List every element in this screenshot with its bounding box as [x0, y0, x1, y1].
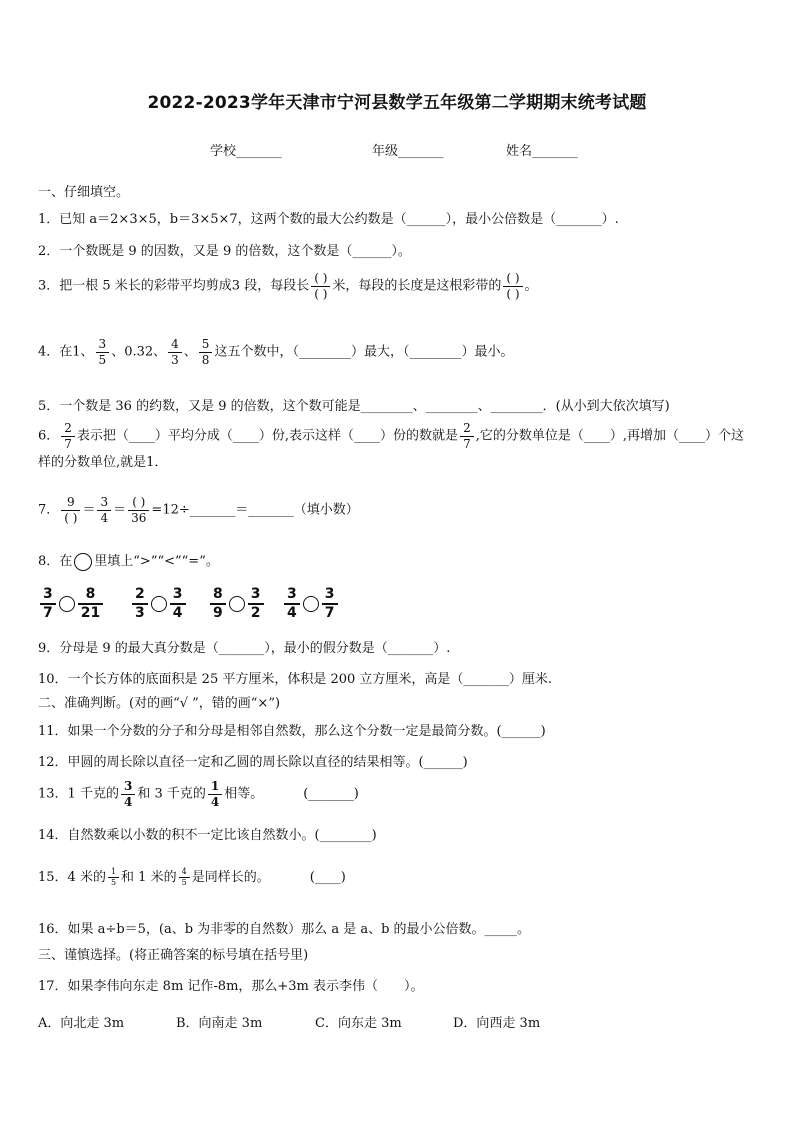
q17-option-d[interactable]: D．向西走 3m: [453, 1016, 541, 1031]
section-heading-3: 三、谨慎选择。(将正确答案的标号填在括号里): [38, 948, 309, 963]
q7-fraction-2: $\frac{3}{4}$: [97, 496, 111, 524]
question-17: 17．如果李伟向东走 8m 记作-8m，那么+3m 表示李伟（ ）。: [38, 979, 424, 994]
q15-fraction-1: $\frac{1}{5}$: [108, 868, 119, 888]
q17-option-b[interactable]: B．向南走 3m: [176, 1016, 263, 1031]
question-15: 15．4 米的 $\frac{1}{5}$ 和 1 米的 $\frac{4}{5}$ 是同样长的。 (____): [38, 866, 346, 887]
q17-option-c[interactable]: C．向东走 3m: [315, 1016, 402, 1031]
compare-pair-4: $\frac{3}{4}$ $\frac{3}{7}$: [282, 587, 340, 620]
question-10: 10．一个长方体的底面积是 25 平方厘米，体积是 200 立方厘米，高是（_______）厘米.: [38, 672, 553, 687]
compare-pair-2: $\frac{2}{3}$ $\frac{3}{4}$: [130, 587, 188, 620]
question-6: 6． $\frac{2}{7}$ 表示把（____）平均分成（____）份,表示这样（____）份的数就是 $\frac{2}{7}$ ,它的分数单位是（____）,再增加（____）个这样的分数单位,就是1．: [38, 421, 744, 471]
q15-fraction-2: $\frac{4}{5}$: [179, 868, 190, 888]
q3-text-a: 3．把一根 5 米长的彩带平均剪成3 段，每段长: [38, 278, 310, 294]
compare-circle-2[interactable]: [151, 596, 167, 612]
question-1: 1．已知 a＝2×3×5，b＝3×5×7，这两个数的最大公约数是（______），最小公倍数是（_______）.: [38, 212, 619, 227]
q3-text-c: 。: [524, 278, 538, 294]
question-3: [38, 272, 538, 300]
q3-text-b: 米，每段的长度是这根彩带的: [332, 278, 502, 294]
compare-circle-1[interactable]: [59, 596, 75, 612]
question-11: 11．如果一个分数的分子和分母是相邻自然数，那么这个分数一定是最简分数。(______): [38, 724, 546, 739]
compare-circle-4[interactable]: [303, 596, 319, 612]
q4-fraction-3: $\frac{5}{8}$: [199, 338, 213, 366]
q13-fraction-1: $\frac{3}{4}$: [121, 780, 135, 808]
question-16: 16．如果 a÷b＝5，(a、b 为非零的自然数）那么 a 是 a、b 的最小公倍数。_____。: [38, 922, 531, 937]
question-7: 7． $\frac{9}{( )}$ ＝ $\frac{3}{4}$ ＝ $\frac{( )}{36}$ =12÷_______＝_______（填小数）: [38, 495, 359, 525]
question-14: 14．自然数乘以小数的积不一定比该自然数小。(________): [38, 828, 377, 843]
circle-icon: [74, 553, 92, 571]
q17-option-a[interactable]: A．向北走 3m: [38, 1016, 125, 1031]
q13-fraction-2: $\frac{1}{4}$: [208, 780, 222, 808]
q6-fraction-2: $\frac{2}{7}$: [460, 422, 474, 450]
question-2: 2．一个数既是 9 的因数，又是 9 的倍数，这个数是（______）。: [38, 244, 411, 259]
q4-fraction-2: $\frac{4}{3}$: [168, 338, 182, 366]
q3-fraction-2: $\frac{( )}{( )}$: [503, 272, 522, 300]
page-title: 2022-2023学年天津市宁河县数学五年级第二学期期末统考试题: [147, 93, 647, 113]
question-5: 5．一个数是 36 的约数，又是 9 的倍数，这个数可能是________、________、________．(从小到大依次填写): [38, 399, 670, 414]
q7-fraction-1: $\frac{9}{( )}$: [61, 496, 80, 524]
compare-pair-1: $\frac{3}{7}$ $\frac{8}{21}$: [38, 587, 105, 620]
grade-field: 年级_______: [372, 144, 444, 159]
question-9: 9．分母是 9 的最大真分数是（_______），最小的假分数是（_______）.: [38, 641, 451, 656]
question-13: 13．1 千克的 $\frac{3}{4}$ 和 3 千克的 $\frac{1}{4}$ 相等。 (_______): [38, 779, 359, 809]
q6-fraction-1: $\frac{2}{7}$: [61, 422, 75, 450]
question-4: 4．在1、 $\frac{3}{5}$ 、0.32、 $\frac{4}{3}$ 、 $\frac{5}{8}$ 这五个数中，（________）最大，（________）最小。: [38, 337, 514, 367]
question-8: 8．在 里填上“>”“<”“=”。: [38, 554, 219, 569]
compare-pair-3: $\frac{8}{9}$ $\frac{3}{2}$: [208, 587, 266, 620]
name-field: 姓名_______: [506, 144, 578, 159]
q7-fraction-3: $\frac{( )}{36}$: [128, 496, 149, 524]
question-12: 12．甲圆的周长除以直径一定和乙圆的周长除以直径的结果相等。(______): [38, 755, 468, 770]
section-heading-1: 一、仔细填空。: [38, 185, 130, 200]
section-heading-2: 二、准确判断。(对的画“√ ”，错的画“×”): [38, 696, 281, 711]
compare-circle-3[interactable]: [229, 596, 245, 612]
school-field: 学校_______: [210, 144, 282, 159]
q3-fraction-1: $\frac{( )}{( )}$: [311, 272, 330, 300]
q4-fraction-1: $\frac{3}{5}$: [96, 338, 110, 366]
